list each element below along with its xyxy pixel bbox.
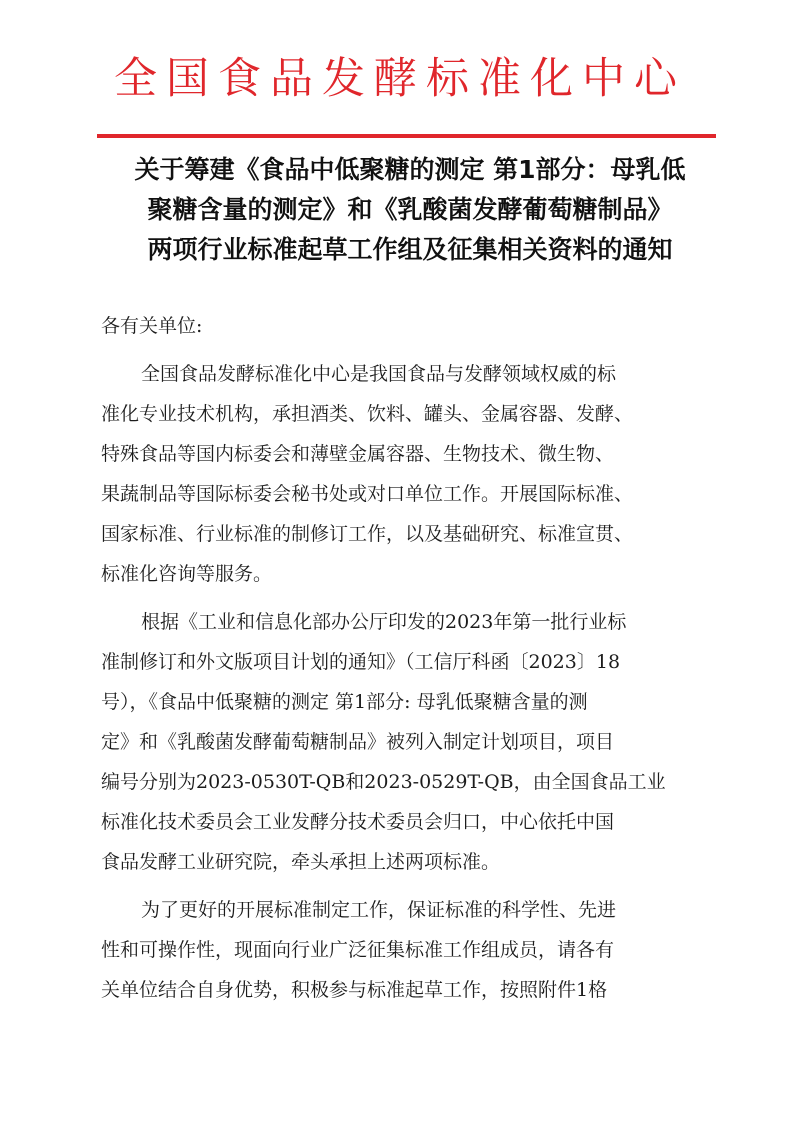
text-line: 关单位结合自身优势，积极参与标准起草工作，按照附件1格 bbox=[101, 979, 608, 1001]
text-line: 标准化咨询等服务。 bbox=[101, 563, 273, 585]
paragraph-2 bbox=[101, 602, 721, 882]
text-line: 根据《工业和信息化部办公厅印发的2023年第一批行业标 bbox=[141, 611, 627, 633]
salutation: 各有关单位: bbox=[101, 315, 203, 337]
text-line: 号），《食品中低聚糖的测定 第1部分: 母乳低聚糖含量的测 bbox=[101, 691, 588, 713]
document-body bbox=[101, 306, 721, 1010]
text-line: 为了更好的开展标准制定工作，保证标准的科学性、先进 bbox=[141, 899, 617, 921]
title-line: 聚糖含量的测定》和《乳酸菌发酵葡萄糖制品》 bbox=[147, 195, 673, 224]
text-line: 性和可操作性，现面向行业广泛征集标准工作组成员，请各有 bbox=[101, 939, 615, 961]
title-line: 两项行业标准起草工作组及征集相关资料的通知 bbox=[147, 235, 673, 264]
text-line: 国家标准、行业标准的制修订工作，以及基础研究、标准宣贯、 bbox=[101, 523, 634, 545]
text-line: 准制修订和外文版项目计划的通知》（工信厅科函〔2023〕18 bbox=[101, 651, 621, 673]
paragraph-3 bbox=[101, 890, 721, 1010]
text-line: 定》和《乳酸菌发酵葡萄糖制品》被列入制定计划项目，项目 bbox=[101, 731, 615, 753]
text-line: 果蔬制品等国际标委会秘书处或对口单位工作。开展国际标准、 bbox=[101, 483, 634, 505]
text-line: 特殊食品等国内标委会和薄壁金属容器、生物技术、微生物、 bbox=[101, 443, 615, 465]
paragraph-1 bbox=[101, 354, 721, 594]
text-line: 编号分别为2023-0530T-QB和2023-0529T-QB，由全国食品工业 bbox=[101, 771, 666, 793]
organization-header: 全国食品发酵标准化中心 bbox=[114, 54, 686, 104]
header-red-rule bbox=[97, 134, 716, 138]
text-line: 标准化技术委员会工业发酵分技术委员会归口，中心依托中国 bbox=[101, 811, 615, 833]
title-line: 关于筹建《食品中低聚糖的测定 第1部分：母乳低 bbox=[134, 155, 686, 184]
document-title bbox=[100, 150, 720, 270]
text-line: 准化专业技术机构，承担酒类、饮料、罐头、金属容器、发酵、 bbox=[101, 403, 634, 425]
text-line: 食品发酵工业研究院，牵头承担上述两项标准。 bbox=[101, 851, 501, 873]
text-line: 全国食品发酵标准化中心是我国食品与发酵领域权威的标 bbox=[141, 363, 617, 385]
